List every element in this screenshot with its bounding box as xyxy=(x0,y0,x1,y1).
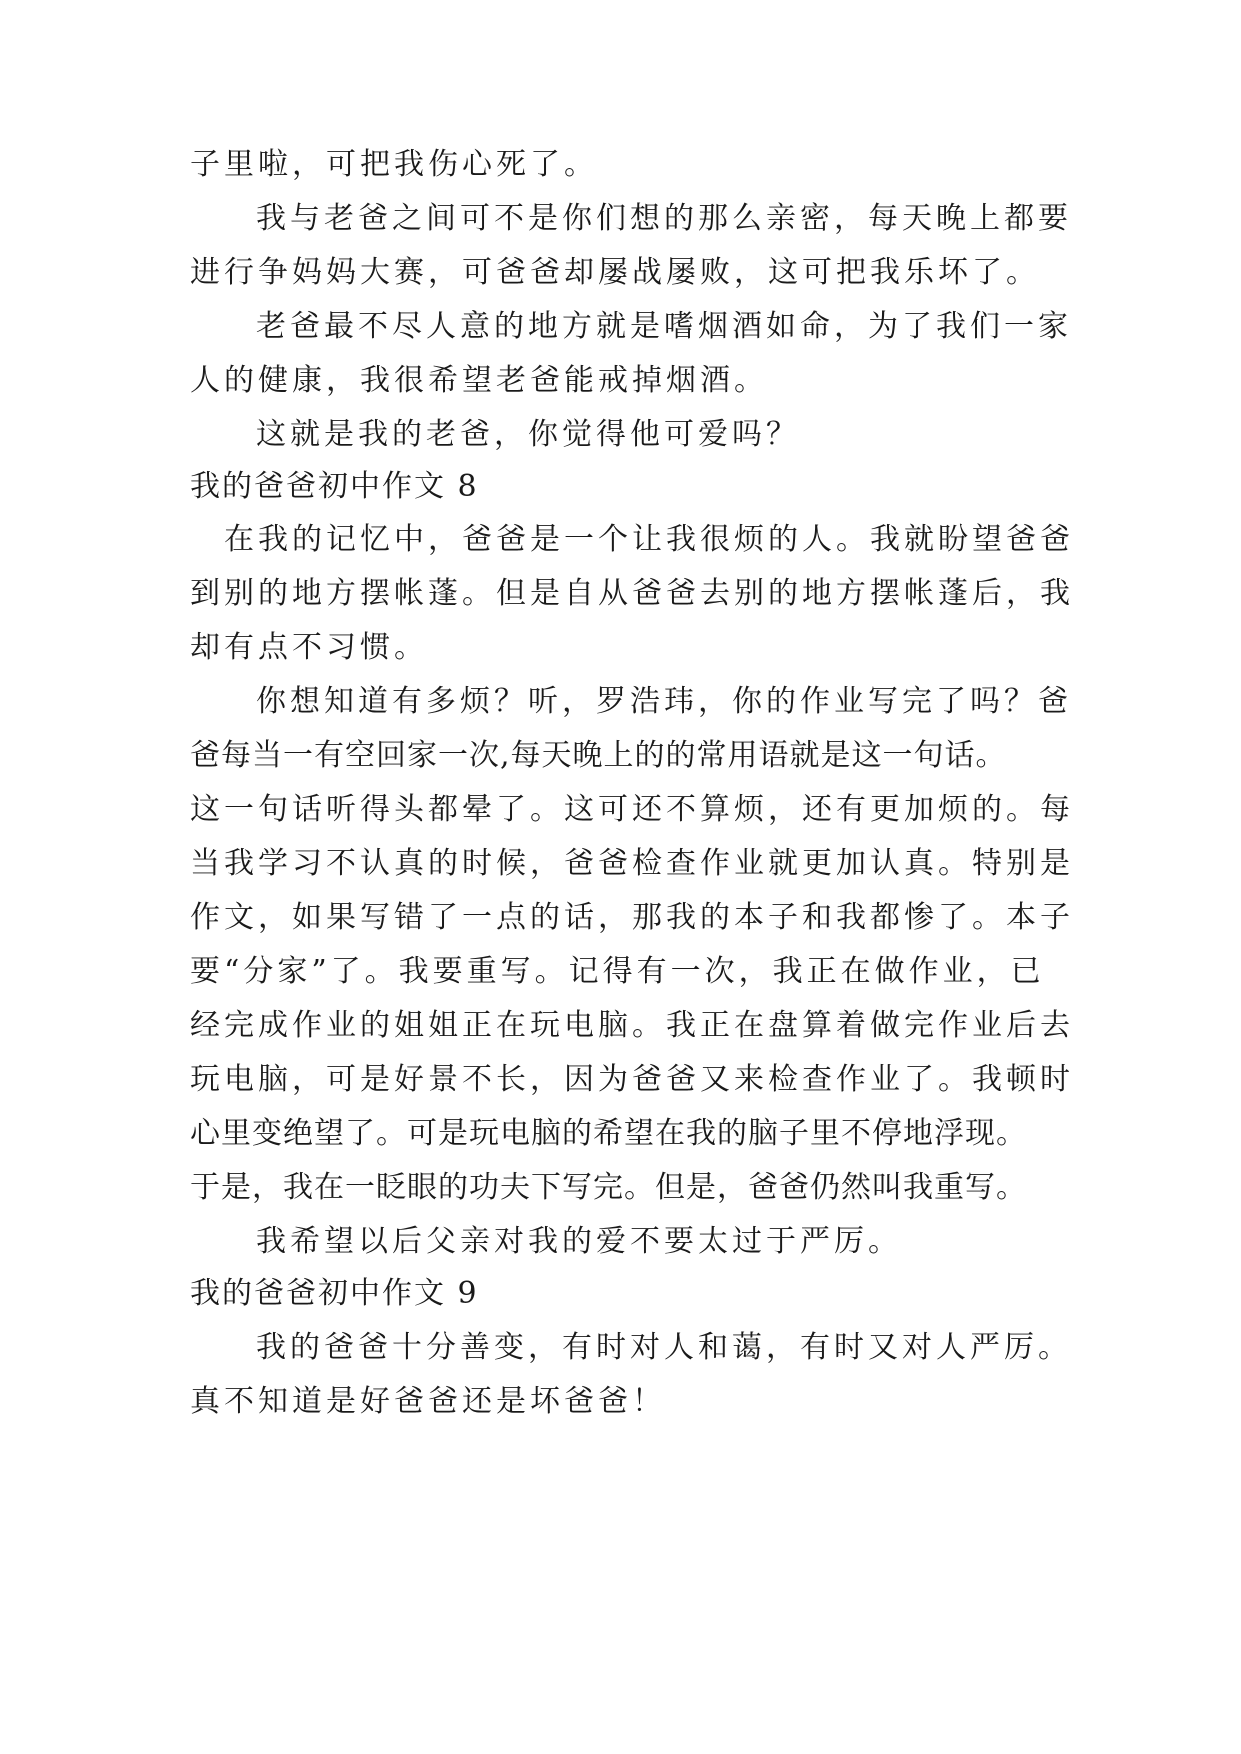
paragraph-line: 我与老爸之间可不是你们想的那么亲密，每天晚上都要 xyxy=(256,201,1072,236)
paragraph-line: 真不知道是好爸爸还是坏爸爸！ xyxy=(190,1384,666,1419)
paragraph-line: 人的健康，我很希望老爸能戒掉烟酒。 xyxy=(190,363,768,398)
paragraph-line: 我希望以后父亲对我的爱不要太过于严厉。 xyxy=(256,1224,902,1259)
paragraph-line: 这就是我的老爸，你觉得他可爱吗？ xyxy=(256,417,800,452)
paragraph-line: 我的爸爸十分善变，有时对人和蔼，有时又对人严厉。 xyxy=(256,1330,1072,1365)
paragraph-line: 爸每当一有空回家一次,每天晚上的的常用语就是这一句话。 xyxy=(190,738,1007,773)
paragraph-line: 经完成作业的姐姐正在玩电脑。我正在盘算着做完作业后去 xyxy=(190,1008,1074,1043)
section-heading: 我的爸爸初中作文 9 xyxy=(190,1276,479,1311)
paragraph-line: 玩电脑，可是好景不长，因为爸爸又来检查作业了。我顿时 xyxy=(190,1062,1074,1097)
paragraph-line: 进行争妈妈大赛，可爸爸却屡战屡败，这可把我乐坏了。 xyxy=(190,255,1040,290)
paragraph-line: 老爸最不尽人意的地方就是嗜烟酒如命，为了我们一家 xyxy=(256,309,1072,344)
paragraph-line: 到别的地方摆帐蓬。但是自从爸爸去别的地方摆帐蓬后，我 xyxy=(190,576,1074,611)
section-heading: 我的爸爸初中作文 8 xyxy=(190,469,479,504)
paragraph-line: 心里变绝望了。可是玩电脑的希望在我的脑子里不停地浮现。 xyxy=(190,1116,1027,1151)
paragraph-line: 作文，如果写错了一点的话，那我的本子和我都惨了。本子 xyxy=(190,900,1074,935)
paragraph-line: 你想知道有多烦？听，罗浩玮，你的作业写完了吗？爸 xyxy=(256,684,1072,719)
paragraph-line: 却有点不习惯。 xyxy=(190,630,428,665)
paragraph-line: 于是，我在一眨眼的功夫下写完。但是，爸爸仍然叫我重写。 xyxy=(190,1170,1027,1205)
paragraph-line: 这一句话听得头都晕了。这可还不算烦，还有更加烦的。每 xyxy=(190,792,1074,827)
paragraph-line: 要“分家”了。我要重写。记得有一次，我正在做作业，已 xyxy=(190,954,1045,989)
paragraph-line: 子里啦，可把我伤心死了。 xyxy=(190,147,598,182)
paragraph-line: 在我的记忆中，爸爸是一个让我很烦的人。我就盼望爸爸 xyxy=(224,522,1074,557)
paragraph-line: 当我学习不认真的时候，爸爸检查作业就更加认真。特别是 xyxy=(190,846,1074,881)
